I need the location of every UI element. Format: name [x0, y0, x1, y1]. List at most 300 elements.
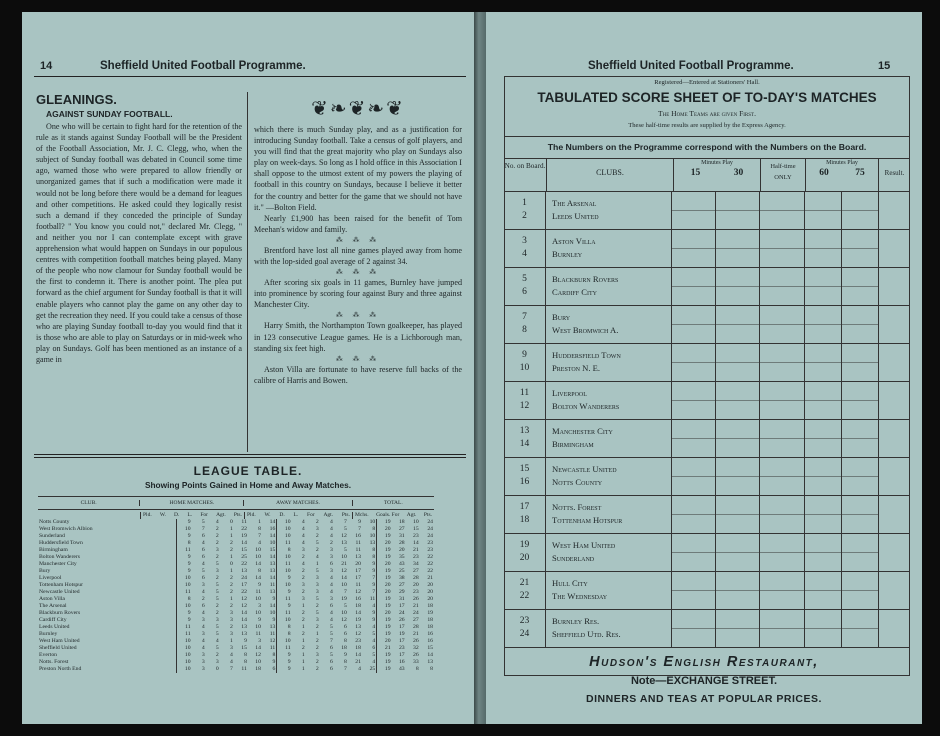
score-cell[interactable]: [805, 610, 842, 647]
table-cell: 22: [241, 526, 247, 532]
sub-pld: Pld.: [247, 512, 256, 518]
score-cell[interactable]: [805, 458, 842, 495]
score-cell[interactable]: [716, 192, 760, 229]
table-cell: 3: [229, 645, 233, 651]
table-cell: 2: [229, 589, 233, 595]
table-cell: 1: [229, 596, 233, 602]
club-name: West Bromwich Albion: [39, 526, 93, 532]
table-cell: 2: [215, 575, 219, 581]
score-cell[interactable]: [805, 420, 842, 457]
table-cell: 12: [269, 638, 276, 644]
score-cell[interactable]: [716, 268, 760, 305]
table-cell: 8: [272, 652, 276, 658]
table-cell: 24: [241, 575, 247, 581]
score-cell[interactable]: [805, 572, 842, 609]
score-cell[interactable]: [716, 306, 760, 343]
board-numbers: [504, 572, 546, 609]
match-clubs: [546, 230, 672, 267]
board-numbers: [504, 344, 546, 381]
board-number: 14: [519, 439, 530, 449]
table-cell: 1: [301, 638, 305, 644]
score-cell[interactable]: [716, 572, 760, 609]
table-cell: 4: [329, 582, 333, 588]
table-cell: 5: [344, 603, 347, 609]
table-cell: 15: [241, 547, 247, 553]
table-cell: 19: [398, 631, 405, 637]
result-cell[interactable]: [879, 572, 910, 609]
table-cell: 6: [344, 624, 347, 630]
table-cell: 14: [241, 540, 247, 546]
registered-note: Registered—Entered at Stationers' Hall.: [654, 79, 760, 86]
table-cell: 16: [269, 526, 276, 532]
table-cell: 5: [315, 540, 319, 546]
table-cell: 2: [229, 624, 233, 630]
home-club: The Arsenal: [552, 198, 597, 208]
table-row: [38, 526, 434, 533]
score-cell[interactable]: [805, 268, 842, 305]
table-cell: 10: [277, 638, 292, 645]
table-cell: 3: [315, 652, 319, 658]
score-cell[interactable]: [672, 268, 716, 305]
table-cell: 19: [377, 519, 392, 526]
score-cell[interactable]: [842, 534, 879, 571]
table-cell: 14: [269, 603, 276, 609]
table-cell: 16: [398, 659, 405, 665]
table-cell: 8: [244, 659, 247, 665]
separator-stars: ⁂ ⁂ ⁂: [335, 311, 381, 320]
gleanings-heading: GLEANINGS.: [36, 92, 117, 107]
table-cell: 5: [215, 582, 219, 588]
score-cell[interactable]: [672, 534, 716, 571]
away-club: Preston N. E.: [552, 363, 601, 373]
left-page: [22, 12, 474, 724]
match-clubs: [546, 420, 672, 457]
club-name: Notts County: [39, 519, 70, 525]
table-cell: 4: [201, 540, 205, 546]
score-cell[interactable]: [805, 192, 842, 229]
table-cell: 2: [229, 603, 233, 609]
table-cell: 9: [277, 659, 292, 666]
table-cell: 3: [215, 568, 219, 574]
match-row: [504, 572, 910, 610]
table-cell: 19: [427, 610, 433, 616]
table-cell: 2: [301, 589, 305, 595]
result-cell[interactable]: [879, 382, 910, 419]
board-number: 24: [519, 629, 530, 639]
table-cell: 9: [258, 582, 261, 588]
match-clubs: [546, 344, 672, 381]
col-minutes-2: [806, 159, 879, 191]
score-cell[interactable]: [716, 458, 760, 495]
score-cell[interactable]: [760, 610, 805, 647]
table-cell: 2: [301, 554, 305, 560]
table-cell: 4: [301, 540, 305, 546]
table-row: [38, 589, 434, 596]
match-row: [504, 344, 910, 382]
table-cell: 14: [269, 519, 276, 525]
table-cell: 11: [241, 666, 247, 672]
table-cell: 15: [269, 547, 276, 553]
table-cell: 17: [398, 652, 405, 658]
club-name: The Arsenal: [39, 603, 67, 609]
advert-tagline: DINNERS AND TEAS AT POPULAR PRICES.: [586, 693, 822, 705]
score-cell[interactable]: [760, 268, 805, 305]
result-cell[interactable]: [879, 230, 910, 267]
table-cell: 19: [377, 652, 392, 659]
score-cell[interactable]: [672, 192, 716, 229]
score-cell[interactable]: [716, 382, 760, 419]
table-rule: [34, 454, 466, 458]
page-number-right: 15: [878, 60, 891, 72]
sub-for: For: [307, 512, 315, 518]
score-cell[interactable]: [716, 610, 760, 647]
table-cell: 4: [329, 610, 333, 616]
table-cell: 5: [344, 526, 347, 532]
table-cell: 19: [377, 659, 392, 666]
table-cell: 27: [398, 526, 405, 532]
league-table-subtitle: Showing Points Gained in Home and Away Matches.: [144, 480, 352, 490]
match-clubs: [546, 496, 672, 533]
page-number-left: 14: [40, 60, 53, 72]
table-cell: 31: [398, 596, 405, 602]
table-row: [38, 575, 434, 582]
home-club: Notts. Forest: [552, 502, 602, 512]
table-cell: 18: [398, 519, 405, 525]
match-row: [504, 230, 910, 268]
result-cell[interactable]: [879, 458, 910, 495]
table-cell: 14: [241, 610, 247, 616]
table-cell: 5: [215, 624, 219, 630]
score-cell[interactable]: [716, 344, 760, 381]
table-cell: 21: [377, 645, 392, 652]
board-number: 19: [519, 540, 530, 550]
score-cell[interactable]: [805, 344, 842, 381]
table-cell: 43: [398, 666, 405, 672]
table-cell: 3: [201, 666, 205, 672]
right-page: [486, 12, 922, 724]
result-cell[interactable]: [879, 192, 910, 229]
col-no: No. on Board.: [504, 159, 547, 191]
table-cell: 2: [315, 603, 319, 609]
table-cell: 26: [413, 638, 419, 644]
score-cell[interactable]: [672, 306, 716, 343]
table-cell: 12: [341, 568, 347, 574]
match-clubs: [546, 382, 672, 419]
sub-l: L.: [293, 512, 299, 518]
score-cell[interactable]: [672, 610, 716, 647]
result-cell[interactable]: [879, 534, 910, 571]
board-number: 4: [522, 249, 527, 259]
table-cell: 7: [372, 589, 376, 595]
score-cell[interactable]: [805, 496, 842, 533]
score-cell[interactable]: [805, 230, 842, 267]
sub-mchs: Mchs.: [355, 512, 369, 518]
col-15: 15: [690, 168, 701, 178]
board-numbers: [504, 420, 546, 457]
table-cell: 2: [215, 540, 219, 546]
table-row: [38, 533, 434, 540]
table-cell: 23: [427, 547, 433, 553]
club-name: Cardiff City: [39, 617, 67, 623]
match-clubs: [546, 610, 672, 647]
table-cell: 13: [355, 624, 361, 630]
score-cell[interactable]: [805, 382, 842, 419]
table-cell: 14: [255, 645, 261, 651]
result-cell[interactable]: [879, 344, 910, 381]
table-row: [38, 666, 434, 673]
table-cell: 0: [215, 666, 219, 672]
table-cell: 9: [177, 568, 192, 575]
score-cell[interactable]: [672, 458, 716, 495]
score-cell[interactable]: [760, 496, 805, 533]
board-number: 15: [519, 464, 530, 474]
table-cell: 5: [329, 631, 333, 637]
score-cell[interactable]: [842, 192, 879, 229]
score-cell[interactable]: [716, 496, 760, 533]
score-cell[interactable]: [672, 496, 716, 533]
table-row: [38, 561, 434, 568]
table-cell: 22: [241, 561, 247, 567]
table-cell: 3: [315, 589, 319, 595]
match-row: [504, 382, 910, 420]
table-cell: 10: [277, 554, 292, 561]
table-cell: 10: [255, 659, 261, 665]
score-cell[interactable]: [760, 230, 805, 267]
col-clubs: CLUBS.: [547, 159, 674, 191]
table-cell: 14: [269, 575, 276, 581]
score-cell[interactable]: [842, 610, 879, 647]
score-cell[interactable]: [672, 230, 716, 267]
advert-name: Hudson's English Restaurant,: [589, 654, 819, 670]
sub-l: L.: [187, 512, 193, 518]
table-cell: 2: [215, 610, 219, 616]
table-cell: 10: [177, 645, 192, 652]
table-cell: 3: [201, 631, 205, 637]
table-cell: 11: [255, 631, 261, 637]
col-60: 60: [819, 168, 829, 178]
table-cell: 6: [201, 575, 205, 581]
result-cell[interactable]: [879, 268, 910, 305]
table-cell: 2: [329, 540, 333, 546]
table-cell: 6: [329, 561, 333, 567]
match-clubs: [546, 458, 672, 495]
score-cell[interactable]: [672, 382, 716, 419]
score-cell[interactable]: [716, 420, 760, 457]
table-cell: 13: [369, 540, 376, 546]
table-cell: 43: [398, 561, 405, 567]
sub-d: D.: [174, 512, 180, 518]
table-cell: 10: [277, 617, 292, 624]
table-cell: 11: [369, 596, 376, 602]
table-cell: 2: [229, 540, 233, 546]
table-cell: 13: [427, 659, 433, 665]
score-cell[interactable]: [842, 230, 879, 267]
table-cell: 14: [255, 575, 261, 581]
score-cell[interactable]: [760, 344, 805, 381]
table-cell: 10: [177, 582, 192, 589]
table-cell: 11: [269, 582, 276, 588]
table-cell: 2: [315, 659, 319, 665]
table-cell: 9: [258, 617, 261, 623]
table-cell: 19: [241, 533, 247, 539]
table-cell: 13: [341, 540, 347, 546]
table-cell: 6: [372, 645, 376, 651]
table-cell: 4: [329, 519, 333, 525]
table-cell: 4: [315, 554, 319, 560]
table-cell: 9: [272, 617, 276, 623]
table-cell: 9: [177, 519, 192, 526]
score-cell[interactable]: [842, 458, 879, 495]
table-cell: 4: [229, 652, 233, 658]
page-gutter: [474, 12, 486, 724]
score-cell[interactable]: [760, 192, 805, 229]
table-row: [38, 596, 434, 603]
table-cell: 12: [255, 652, 261, 658]
score-cell[interactable]: [716, 230, 760, 267]
table-cell: 4: [329, 575, 333, 581]
league-table-header: [38, 496, 434, 510]
board-numbers: [504, 496, 546, 533]
table-cell: 5: [215, 645, 219, 651]
table-cell: 21: [413, 547, 419, 553]
score-cell[interactable]: [760, 382, 805, 419]
table-cell: 10: [255, 547, 261, 553]
club-name: Bolton Wanderers: [39, 554, 80, 560]
table-cell: 6: [329, 659, 333, 665]
club-name: Sunderland: [39, 533, 65, 539]
table-cell: 10: [177, 638, 192, 645]
match-row: [504, 306, 910, 344]
score-cell[interactable]: [842, 268, 879, 305]
score-cell[interactable]: [760, 420, 805, 457]
sub-for: For: [200, 512, 208, 518]
table-cell: 9: [177, 561, 192, 568]
table-cell: 10: [413, 519, 419, 525]
score-cell[interactable]: [805, 306, 842, 343]
table-cell: 8: [244, 652, 247, 658]
table-cell: 10: [177, 526, 192, 533]
score-cell[interactable]: [760, 458, 805, 495]
score-cell[interactable]: [760, 572, 805, 609]
away-club: Bolton Wanderers: [552, 401, 620, 411]
col-total: TOTAL.: [352, 500, 434, 506]
gleanings-col1: [36, 92, 242, 365]
minutes-play-label: Minutes Play: [826, 160, 858, 166]
board-number: 5: [522, 274, 527, 284]
home-club: Newcastle United: [552, 464, 617, 474]
score-cell[interactable]: [842, 306, 879, 343]
table-cell: 5: [215, 631, 219, 637]
table-cell: 4: [372, 624, 376, 630]
table-cell: 8: [415, 666, 419, 672]
table-row: [38, 568, 434, 575]
table-cell: 4: [201, 561, 205, 567]
table-cell: 3: [329, 568, 333, 574]
result-cell[interactable]: [879, 496, 910, 533]
table-cell: 23: [398, 645, 405, 651]
score-cell[interactable]: [672, 344, 716, 381]
score-cell[interactable]: [842, 496, 879, 533]
table-cell: 13: [241, 631, 247, 637]
score-cell[interactable]: [842, 344, 879, 381]
table-cell: 9: [177, 617, 192, 624]
result-cell[interactable]: [879, 306, 910, 343]
board-number: 22: [519, 591, 530, 601]
home-club: Burnley Res.: [552, 616, 600, 626]
table-cell: 20: [377, 638, 392, 645]
result-cell[interactable]: [879, 610, 910, 647]
table-cell: 20: [377, 561, 392, 568]
table-cell: 9: [277, 666, 292, 673]
table-cell: 10: [277, 533, 292, 540]
table-cell: 20: [377, 540, 392, 547]
separator-stars: ⁂ ⁂ ⁂: [335, 268, 381, 277]
score-cell[interactable]: [805, 534, 842, 571]
total-subcols: [352, 512, 434, 519]
table-cell: 9: [277, 603, 292, 610]
table-cell: 16: [427, 631, 433, 637]
header-rule: [34, 76, 466, 77]
score-cell[interactable]: [842, 420, 879, 457]
league-table-body: [38, 519, 434, 673]
score-cell[interactable]: [842, 382, 879, 419]
match-row: [504, 268, 910, 306]
table-cell: 11: [269, 645, 276, 651]
club-name: Manchester City: [39, 561, 77, 567]
table-cell: 1: [301, 666, 305, 672]
table-cell: 20: [355, 561, 361, 567]
score-cell[interactable]: [716, 534, 760, 571]
col-result: Result.: [884, 169, 905, 177]
match-row: [504, 458, 910, 496]
score-cell[interactable]: [672, 420, 716, 457]
table-cell: 24: [413, 610, 419, 616]
table-cell: 10: [255, 554, 261, 560]
table-cell: 15: [427, 645, 433, 651]
table-cell: 3: [329, 547, 333, 553]
score-cell[interactable]: [760, 534, 805, 571]
away-club: Cardiff City: [552, 287, 597, 297]
score-cell[interactable]: [672, 572, 716, 609]
table-cell: 13: [269, 568, 276, 574]
halftime-note: These half-time results are supplied by the Express Agency.: [628, 122, 786, 129]
table-cell: 9: [177, 533, 192, 540]
board-number: 7: [522, 312, 527, 322]
table-cell: 3: [315, 582, 319, 588]
col-club: CLUB.: [80, 500, 97, 506]
gleanings-item-1: Nearly £1,900 has been raised for the benefit of Tom Meehan's widow and family.: [254, 213, 462, 234]
table-cell: 2: [215, 533, 219, 539]
table-cell: 3: [258, 638, 261, 644]
result-cell[interactable]: [879, 420, 910, 457]
table-cell: 19: [377, 631, 392, 638]
table-cell: 8: [344, 638, 347, 644]
table-cell: 2: [215, 603, 219, 609]
score-cell[interactable]: [760, 306, 805, 343]
table-cell: 8: [344, 659, 347, 665]
table-cell: 3: [315, 617, 319, 623]
table-cell: 8: [177, 596, 192, 603]
col-75: 75: [855, 168, 865, 178]
home-club: Aston Villa: [552, 236, 596, 246]
table-cell: 11: [355, 547, 361, 553]
gleanings-col1-text: One who will be certain to fight hard for the retention of the rule as it stands against Sunday Football will be the President of the Football Association, Mr. J. C. Clegg, who, when the subject of Sunday football was debated in Council some time ago, warned those who were prepared to allow friendly or unorganized games that if such a modification were made it would not be long before there would be a demand for leagues and other competitions. He asked could they logically resist such a demand if they conceded the principle of Sunday football? " You know you could not," declared Mr. Clegg, " and neither you nor I can contemplate except with grave apprehension what would happen on Sundays in our populous centres with competition football matches being played. Many of the people who now clamour for Sunday football would be the first to condemn it. There is another point. The plea put forward as the chief argument for Sunday football is that it will enable players who cannot play the game on any other day to get the recreation they need. If you could take a census of those who are playing Sunday football to-day you would find that it is those who are able to play on Saturdays or in mid-week who play on Sundays. Golf has been mentioned as an instance of a game in: [36, 122, 242, 364]
table-cell: 2: [301, 568, 305, 574]
table-cell: 11: [177, 631, 192, 638]
score-cell[interactable]: [842, 572, 879, 609]
sub-pts: Pts.: [233, 512, 242, 518]
away-club: Birmingham: [552, 439, 594, 449]
